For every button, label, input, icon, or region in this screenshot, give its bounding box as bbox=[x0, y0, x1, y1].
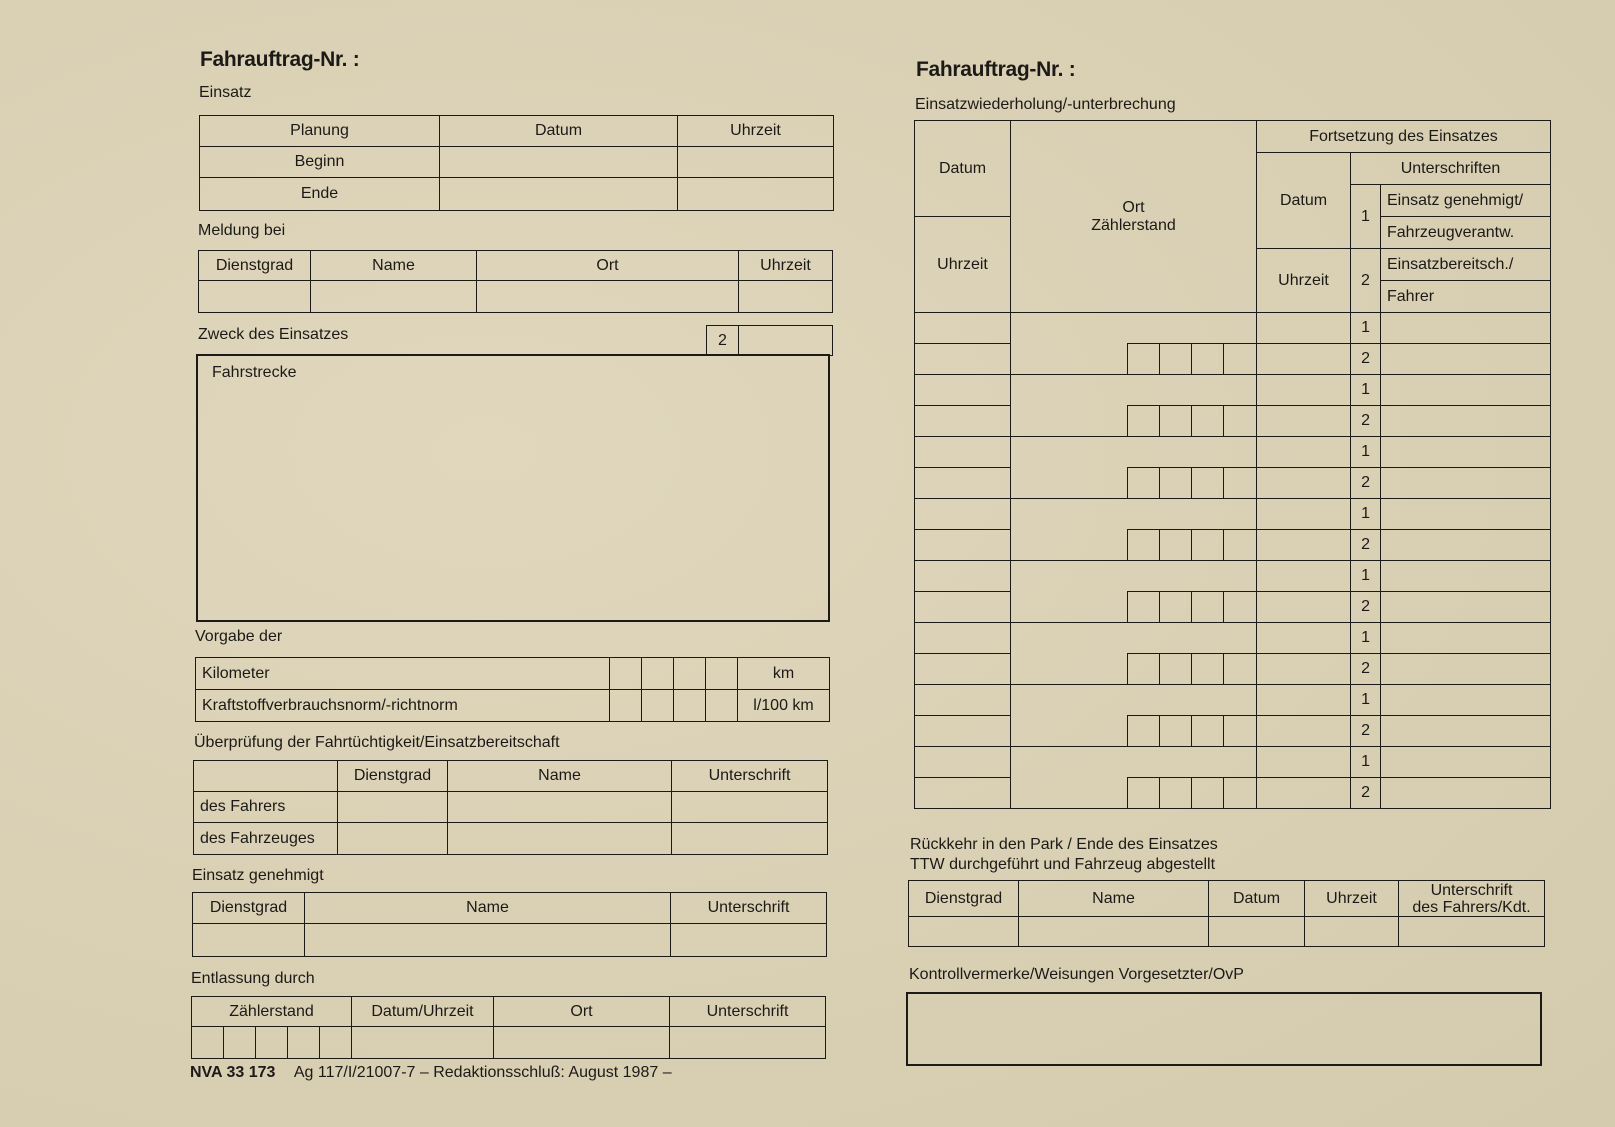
unterschrift-field[interactable] bbox=[1381, 406, 1551, 437]
unterschrift-field[interactable] bbox=[1381, 561, 1551, 592]
fahrer-unterschrift-field[interactable] bbox=[672, 792, 828, 823]
ort-field[interactable] bbox=[1011, 778, 1103, 809]
sig-num-2: 2 bbox=[1351, 249, 1381, 313]
zaehlerstand-digit-1[interactable] bbox=[1128, 530, 1160, 561]
zaehlerstand-digit-4[interactable] bbox=[1224, 778, 1257, 809]
meldung-uhrzeit-header: Uhrzeit bbox=[739, 251, 833, 281]
fortsetzung-datum-field[interactable] bbox=[1257, 406, 1351, 437]
fortsetzung-datum-field[interactable] bbox=[1257, 313, 1351, 344]
rueckkehr-table bbox=[908, 880, 1545, 947]
zaehlerstand-digit-4[interactable] bbox=[1224, 716, 1257, 747]
wiederholung-row bbox=[915, 685, 1551, 716]
unterschrift-field[interactable] bbox=[1381, 685, 1551, 716]
fortsetzung-datum-field[interactable] bbox=[1257, 654, 1351, 685]
unterschrift-field[interactable] bbox=[1381, 530, 1551, 561]
entlassung-datum-field[interactable] bbox=[352, 1027, 494, 1059]
kilometer-digit-3[interactable] bbox=[674, 658, 706, 690]
ort-field[interactable] bbox=[1011, 437, 1257, 468]
ueberpruefung-label: Überprüfung der Fahrtüchtigkeit/Einsatzbereitschaft bbox=[194, 734, 560, 751]
zaehlerstand-digit-3[interactable] bbox=[1192, 716, 1224, 747]
zaehlerstand-digit-4[interactable] bbox=[1224, 344, 1257, 375]
zaehlerstand-digit-2[interactable] bbox=[1160, 406, 1192, 437]
datum-field[interactable] bbox=[915, 437, 1011, 468]
uhrzeit-field[interactable] bbox=[915, 468, 1011, 499]
unterschrift-field[interactable] bbox=[1381, 592, 1551, 623]
entlassung-unterschrift-field[interactable] bbox=[670, 1027, 826, 1059]
fortsetzung-datum-field[interactable] bbox=[1257, 685, 1351, 716]
planung-header: Planung bbox=[200, 116, 440, 147]
zaehlerstand-digit-3[interactable] bbox=[256, 1027, 288, 1059]
unterschrift-field[interactable] bbox=[1381, 499, 1551, 530]
ueberpruefung-table bbox=[193, 760, 828, 855]
zaehlerstand-digit-1[interactable] bbox=[192, 1027, 224, 1059]
vorgabe-table bbox=[195, 657, 830, 722]
wiederholung-rows-table bbox=[914, 312, 1551, 809]
ueberpruefung-corner bbox=[194, 761, 338, 792]
ort-field[interactable] bbox=[1011, 375, 1257, 406]
row-number: 2 bbox=[1351, 778, 1381, 809]
row-number: 1 bbox=[1351, 747, 1381, 778]
ort-field[interactable] bbox=[1011, 313, 1257, 344]
zaehlerstand-digit-4[interactable] bbox=[1224, 406, 1257, 437]
einsatz-table bbox=[199, 115, 834, 211]
unterschrift-field[interactable] bbox=[1381, 747, 1551, 778]
datum-field[interactable] bbox=[915, 313, 1011, 344]
kraftstoff-digit-1[interactable] bbox=[610, 690, 642, 722]
fahrer-dienstgrad-field[interactable] bbox=[338, 792, 448, 823]
wiederholung-row bbox=[915, 654, 1551, 685]
row-number: 1 bbox=[1351, 437, 1381, 468]
rueckkehr-datum-header: Datum bbox=[1209, 881, 1305, 917]
wiederholung-row bbox=[915, 747, 1551, 778]
ueberpruefung-name-header: Name bbox=[448, 761, 672, 792]
row-number: 1 bbox=[1351, 623, 1381, 654]
row-number: 1 bbox=[1351, 375, 1381, 406]
row-number: 1 bbox=[1351, 561, 1381, 592]
ort-field[interactable] bbox=[1011, 716, 1103, 747]
genehmigt-unterschrift-header: Unterschrift bbox=[671, 893, 827, 924]
sig-einsatzbereitsch: Einsatzbereitsch./ bbox=[1381, 249, 1551, 281]
fortsetzung-datum-field[interactable] bbox=[1257, 747, 1351, 778]
sig-fahrzeugverantw: Fahrzeugverantw. bbox=[1381, 217, 1551, 249]
ort-field[interactable] bbox=[1011, 468, 1103, 499]
zaehlerstand-digit-1[interactable] bbox=[1128, 716, 1160, 747]
rueckkehr-datum-field[interactable] bbox=[1209, 917, 1305, 947]
genehmigt-table bbox=[192, 892, 827, 957]
zaehlerstand-digit-4[interactable] bbox=[1224, 468, 1257, 499]
zaehlerstand-digit-2[interactable] bbox=[224, 1027, 256, 1059]
rueckkehr-dienstgrad-header: Dienstgrad bbox=[909, 881, 1019, 917]
datum-field[interactable] bbox=[915, 747, 1011, 778]
uhrzeit-field[interactable] bbox=[915, 716, 1011, 747]
row-number: 2 bbox=[1351, 592, 1381, 623]
zaehlerstand-digit-3[interactable] bbox=[1192, 778, 1224, 809]
fortsetzung-datum-field[interactable] bbox=[1257, 499, 1351, 530]
unterschrift-field[interactable] bbox=[1381, 778, 1551, 809]
fortsetzung-datum-field[interactable] bbox=[1257, 778, 1351, 809]
zweck-label: Zweck des Einsatzes bbox=[198, 326, 349, 343]
row-number: 1 bbox=[1351, 499, 1381, 530]
zaehlerstand-digit-4[interactable] bbox=[1224, 530, 1257, 561]
ende-uhrzeit-field[interactable] bbox=[678, 178, 834, 211]
ort-field[interactable] bbox=[1011, 499, 1257, 530]
zweck-number: 2 bbox=[707, 326, 739, 356]
fortsetzung-datum-field[interactable] bbox=[1257, 623, 1351, 654]
kraftstoff-label: Kraftstoffverbrauchsnorm/-richtnorm bbox=[196, 690, 610, 722]
datum-field[interactable] bbox=[915, 561, 1011, 592]
fahrstrecke-box[interactable] bbox=[196, 354, 830, 622]
zaehlerstand-digit-3[interactable] bbox=[1192, 344, 1224, 375]
fortsetzung-uhrzeit-header: Uhrzeit bbox=[1257, 249, 1351, 313]
ort-field[interactable] bbox=[1011, 561, 1257, 592]
kraftstoff-digit-2[interactable] bbox=[642, 690, 674, 722]
uhrzeit-header-cell: Uhrzeit bbox=[915, 217, 1011, 313]
entlassung-ort-header: Ort bbox=[494, 997, 670, 1027]
form-footer bbox=[190, 1064, 672, 1082]
rueckkehr-unterschrift-line2: des Fahrers/Kdt. bbox=[1412, 898, 1531, 916]
wiederholung-header-table bbox=[914, 120, 1551, 313]
wiederholung-row bbox=[915, 313, 1551, 344]
meldung-dienstgrad-field[interactable] bbox=[199, 281, 311, 313]
einsatz-label: Einsatz bbox=[199, 84, 252, 101]
kontroll-box[interactable] bbox=[906, 992, 1542, 1066]
ueberpruefung-unterschrift-header: Unterschrift bbox=[672, 761, 828, 792]
kilometer-digit-1[interactable] bbox=[610, 658, 642, 690]
fortsetzung-datum-field[interactable] bbox=[1257, 530, 1351, 561]
datum-header: Datum bbox=[440, 116, 678, 147]
left-form-title: Fahrauftrag-Nr. : bbox=[200, 48, 360, 71]
zaehlerstand-digit-1[interactable] bbox=[1128, 654, 1160, 685]
genehmigt-unterschrift-field[interactable] bbox=[671, 924, 827, 957]
wiederholung-row bbox=[915, 406, 1551, 437]
genehmigt-name-field[interactable] bbox=[305, 924, 671, 957]
zaehlerstand-digit-2[interactable] bbox=[1160, 778, 1192, 809]
rueckkehr-name-header: Name bbox=[1019, 881, 1209, 917]
row-number: 2 bbox=[1351, 716, 1381, 747]
fortsetzung-datum-field[interactable] bbox=[1257, 716, 1351, 747]
fortsetzung-datum-field[interactable] bbox=[1257, 375, 1351, 406]
ort-field[interactable] bbox=[1011, 654, 1103, 685]
ende-row-label: Ende bbox=[200, 178, 440, 211]
meldung-uhrzeit-field[interactable] bbox=[739, 281, 833, 313]
zaehlerstand-digit-2[interactable] bbox=[1160, 344, 1192, 375]
entlassung-unterschrift-header: Unterschrift bbox=[670, 997, 826, 1027]
fahrstrecke-label: Fahrstrecke bbox=[212, 364, 297, 381]
ort-field[interactable] bbox=[1011, 623, 1257, 654]
ort-field[interactable] bbox=[1011, 406, 1103, 437]
wiederholung-row bbox=[915, 375, 1551, 406]
entlassung-zaehlerstand-header: Zählerstand bbox=[192, 997, 352, 1027]
uhrzeit-field[interactable] bbox=[915, 592, 1011, 623]
fortsetzung-datum-header: Datum bbox=[1257, 153, 1351, 249]
row-number: 1 bbox=[1351, 685, 1381, 716]
zaehlerstand-digit-2[interactable] bbox=[1160, 530, 1192, 561]
uhrzeit-field[interactable] bbox=[915, 654, 1011, 685]
wiederholung-row bbox=[915, 716, 1551, 747]
zaehler-gap bbox=[1103, 778, 1128, 809]
datum-field[interactable] bbox=[915, 685, 1011, 716]
vorgabe-label: Vorgabe der bbox=[195, 628, 283, 645]
entlassung-datum-header: Datum/Uhrzeit bbox=[352, 997, 494, 1027]
fortsetzung-datum-field[interactable] bbox=[1257, 561, 1351, 592]
fortsetzung-datum-field[interactable] bbox=[1257, 437, 1351, 468]
meldung-name-header: Name bbox=[311, 251, 477, 281]
kraftstoff-digit-4[interactable] bbox=[706, 690, 738, 722]
beginn-uhrzeit-field[interactable] bbox=[678, 147, 834, 178]
rueckkehr-label: Rückkehr in den Park / Ende des Einsatzes bbox=[910, 836, 1218, 853]
kilometer-digit-4[interactable] bbox=[706, 658, 738, 690]
row-number: 2 bbox=[1351, 344, 1381, 375]
zaehlerstand-digit-1[interactable] bbox=[1128, 406, 1160, 437]
zaehlerstand-digit-1[interactable] bbox=[1128, 778, 1160, 809]
sig-fahrer: Fahrer bbox=[1381, 281, 1551, 313]
unterschrift-field[interactable] bbox=[1381, 344, 1551, 375]
zaehler-gap bbox=[1103, 344, 1128, 375]
zweck-number-box bbox=[706, 325, 833, 356]
entlassung-label: Entlassung durch bbox=[191, 970, 315, 987]
ort-field[interactable] bbox=[1011, 344, 1103, 375]
zaehler-gap bbox=[1103, 530, 1128, 561]
meldung-table bbox=[198, 250, 833, 313]
meldung-ort-header: Ort bbox=[477, 251, 739, 281]
zaehlerstand-digit-1[interactable] bbox=[1128, 468, 1160, 499]
datum-field[interactable] bbox=[915, 375, 1011, 406]
zaehlerstand-digit-3[interactable] bbox=[1192, 530, 1224, 561]
wiederholung-row bbox=[915, 344, 1551, 375]
unterschrift-field[interactable] bbox=[1381, 375, 1551, 406]
genehmigt-name-header: Name bbox=[305, 893, 671, 924]
beginn-datum-field[interactable] bbox=[440, 147, 678, 178]
wiederholung-row bbox=[915, 437, 1551, 468]
zaehlerstand-digit-3[interactable] bbox=[1192, 468, 1224, 499]
right-form-title: Fahrauftrag-Nr. : bbox=[916, 58, 1076, 81]
zaehlerstand-digit-2[interactable] bbox=[1160, 716, 1192, 747]
row-number: 2 bbox=[1351, 530, 1381, 561]
meldung-ort-field[interactable] bbox=[477, 281, 739, 313]
sig-num-1: 1 bbox=[1351, 185, 1381, 249]
fortsetzung-datum-field[interactable] bbox=[1257, 468, 1351, 499]
wiederholung-row bbox=[915, 592, 1551, 623]
zaehlerstand-header: Zählerstand bbox=[1091, 216, 1176, 234]
uhrzeit-header: Uhrzeit bbox=[678, 116, 834, 147]
fortsetzung-datum-field[interactable] bbox=[1257, 592, 1351, 623]
ttw-label: TTW durchgeführt und Fahrzeug abgestellt bbox=[910, 856, 1216, 873]
fahrzeug-unterschrift-field[interactable] bbox=[672, 823, 828, 855]
row-number: 2 bbox=[1351, 406, 1381, 437]
einsatzwiederholung-label: Einsatzwiederholung/-unterbrechung bbox=[915, 96, 1176, 113]
ort-zaehlerstand-header-cell bbox=[1011, 121, 1257, 313]
kilometer-digit-2[interactable] bbox=[642, 658, 674, 690]
zaehler-gap bbox=[1103, 406, 1128, 437]
unterschriften-header: Unterschriften bbox=[1351, 153, 1551, 185]
fahrzeug-row-label: des Fahrzeuges bbox=[194, 823, 338, 855]
zaehler-gap bbox=[1103, 654, 1128, 685]
fahrer-row-label: des Fahrers bbox=[194, 792, 338, 823]
beginn-row-label: Beginn bbox=[200, 147, 440, 178]
rueckkehr-unterschrift-header bbox=[1399, 881, 1545, 917]
sig-einsatz-genehmigt: Einsatz genehmigt/ bbox=[1381, 185, 1551, 217]
zaehlerstand-digit-2[interactable] bbox=[1160, 592, 1192, 623]
entlassung-ort-field[interactable] bbox=[494, 1027, 670, 1059]
uhrzeit-field[interactable] bbox=[915, 530, 1011, 561]
zaehlerstand-digit-3[interactable] bbox=[1192, 406, 1224, 437]
ort-field[interactable] bbox=[1011, 685, 1257, 716]
kraftstoff-unit: l/100 km bbox=[738, 690, 830, 722]
row-number: 1 bbox=[1351, 313, 1381, 344]
unterschrift-field[interactable] bbox=[1381, 468, 1551, 499]
meldung-dienstgrad-header: Dienstgrad bbox=[199, 251, 311, 281]
rueckkehr-uhrzeit-header: Uhrzeit bbox=[1305, 881, 1399, 917]
kilometer-label: Kilometer bbox=[196, 658, 610, 690]
rueckkehr-dienstgrad-field[interactable] bbox=[909, 917, 1019, 947]
unterschrift-field[interactable] bbox=[1381, 654, 1551, 685]
fortsetzung-header: Fortsetzung des Einsatzes bbox=[1257, 121, 1551, 153]
ort-header: Ort bbox=[1122, 198, 1145, 216]
zaehlerstand-digit-2[interactable] bbox=[1160, 468, 1192, 499]
row-number: 2 bbox=[1351, 654, 1381, 685]
zaehlerstand-digit-4[interactable] bbox=[1224, 592, 1257, 623]
kontroll-label: Kontrollvermerke/Weisungen Vorgesetzter/OvP bbox=[909, 966, 1244, 983]
form-code: NVA 33 173 bbox=[190, 1064, 276, 1081]
rueckkehr-unterschrift-line1: Unterschrift bbox=[1430, 881, 1513, 899]
wiederholung-row bbox=[915, 530, 1551, 561]
wiederholung-row bbox=[915, 778, 1551, 809]
zaehlerstand-digit-5[interactable] bbox=[320, 1027, 352, 1059]
ort-field[interactable] bbox=[1011, 747, 1257, 778]
unterschrift-field[interactable] bbox=[1381, 716, 1551, 747]
zaehlerstand-digit-1[interactable] bbox=[1128, 344, 1160, 375]
genehmigt-label: Einsatz genehmigt bbox=[192, 867, 324, 884]
ueberpruefung-dienstgrad-header: Dienstgrad bbox=[338, 761, 448, 792]
uhrzeit-field[interactable] bbox=[915, 778, 1011, 809]
meldung-label: Meldung bei bbox=[198, 222, 286, 239]
row-number: 2 bbox=[1351, 468, 1381, 499]
zaehlerstand-digit-2[interactable] bbox=[1160, 654, 1192, 685]
datum-header-cell: Datum bbox=[915, 121, 1011, 217]
zaehler-gap bbox=[1103, 716, 1128, 747]
fahrer-name-field[interactable] bbox=[448, 792, 672, 823]
genehmigt-dienstgrad-header: Dienstgrad bbox=[193, 893, 305, 924]
fahrzeug-dienstgrad-field[interactable] bbox=[338, 823, 448, 855]
wiederholung-row bbox=[915, 561, 1551, 592]
unterschrift-field[interactable] bbox=[1381, 437, 1551, 468]
meldung-name-field[interactable] bbox=[311, 281, 477, 313]
kilometer-unit: km bbox=[738, 658, 830, 690]
wiederholung-row bbox=[915, 499, 1551, 530]
fahrzeug-name-field[interactable] bbox=[448, 823, 672, 855]
fortsetzung-datum-field[interactable] bbox=[1257, 344, 1351, 375]
genehmigt-dienstgrad-field[interactable] bbox=[193, 924, 305, 957]
wiederholung-row bbox=[915, 623, 1551, 654]
unterschrift-field[interactable] bbox=[1381, 313, 1551, 344]
entlassung-table bbox=[191, 996, 826, 1059]
rueckkehr-uhrzeit-field[interactable] bbox=[1305, 917, 1399, 947]
uhrzeit-field[interactable] bbox=[915, 406, 1011, 437]
datum-field[interactable] bbox=[915, 623, 1011, 654]
zaehlerstand-digit-1[interactable] bbox=[1128, 592, 1160, 623]
zaehlerstand-digit-3[interactable] bbox=[1192, 654, 1224, 685]
zaehlerstand-digit-4[interactable] bbox=[1224, 654, 1257, 685]
zaehler-gap bbox=[1103, 592, 1128, 623]
wiederholung-rows bbox=[915, 313, 1551, 809]
form-footer-text: Ag 117/I/21007-7 – Redaktionsschluß: August 1987 – bbox=[293, 1064, 672, 1081]
unterschrift-field[interactable] bbox=[1381, 623, 1551, 654]
ende-datum-field[interactable] bbox=[440, 178, 678, 211]
ort-field[interactable] bbox=[1011, 592, 1103, 623]
ort-field[interactable] bbox=[1011, 530, 1103, 561]
zweck-number-field[interactable] bbox=[739, 326, 833, 356]
rueckkehr-unterschrift-field[interactable] bbox=[1399, 917, 1545, 947]
zaehler-gap bbox=[1103, 468, 1128, 499]
zaehlerstand-digit-4[interactable] bbox=[288, 1027, 320, 1059]
kraftstoff-digit-3[interactable] bbox=[674, 690, 706, 722]
rueckkehr-name-field[interactable] bbox=[1019, 917, 1209, 947]
datum-field[interactable] bbox=[915, 499, 1011, 530]
zaehlerstand-digit-3[interactable] bbox=[1192, 592, 1224, 623]
uhrzeit-field[interactable] bbox=[915, 344, 1011, 375]
wiederholung-row bbox=[915, 468, 1551, 499]
